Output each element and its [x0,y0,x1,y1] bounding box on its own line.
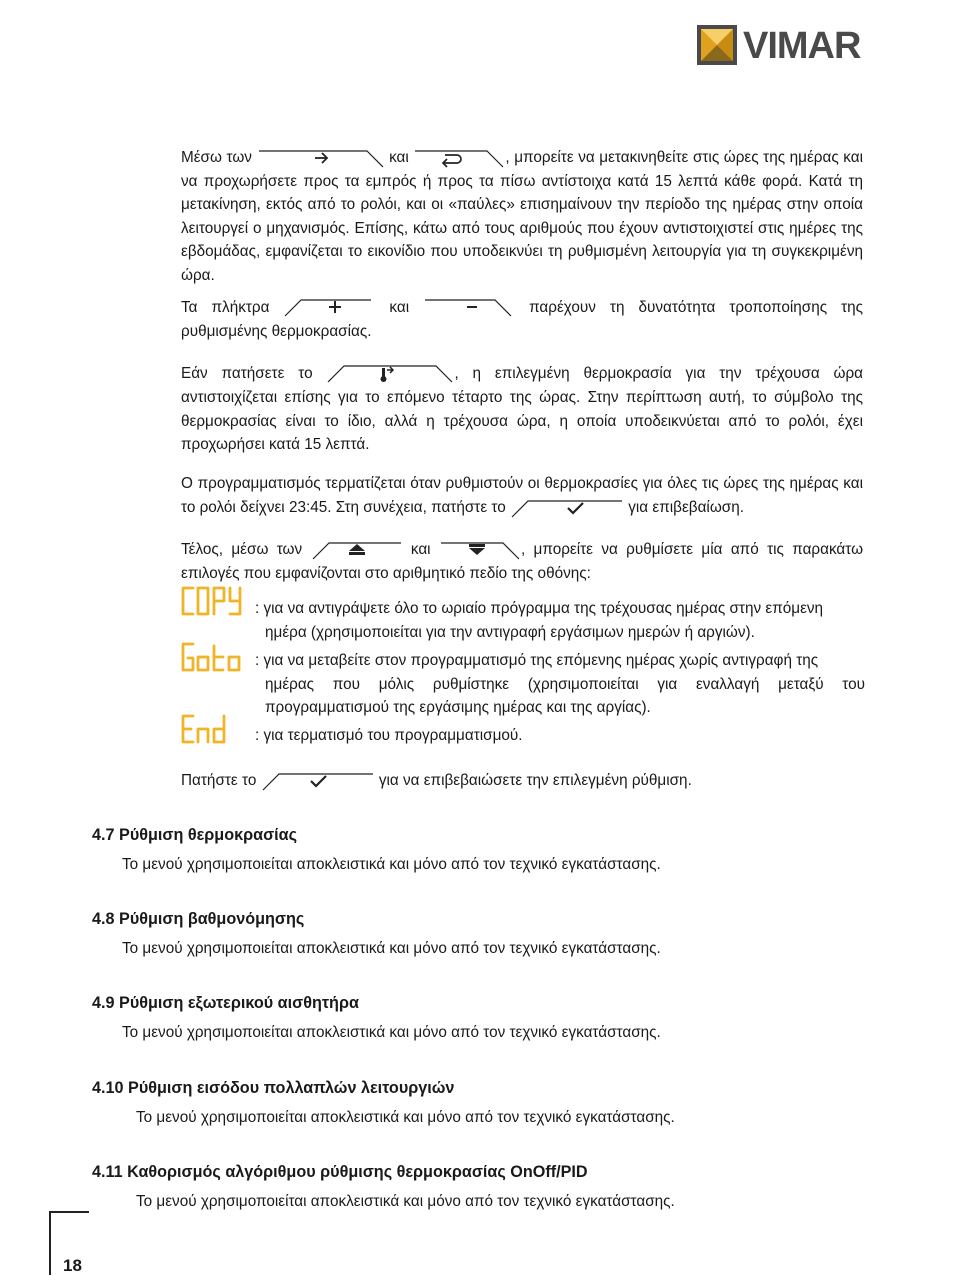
text-fragment: Τα πλήκτρα [181,299,270,317]
option-text-line: : για να αντιγράψετε όλο το ωριαίο πρόγραμμα της τρέχουσας ημέρας στην επόμενη [255,600,824,617]
text-fragment: Πατήστε το [181,772,257,789]
option-text-continuation: ημέρα (χρησιμοποιείται για την αντιγραφή εργάσιμων ημερών ή αργιών). [265,623,755,641]
section-body-4-11: Το μενού χρησιμοποιείται αποκλειστικά και μόνο από τον τεχνικό εγκατάστασης. [136,1193,675,1210]
end-display-icon [181,714,243,744]
text-fragment: και [389,299,410,317]
paragraph-up-down-options [181,538,863,585]
arrow-right-icon [257,147,385,169]
page-number: 18 [63,1256,82,1275]
next-key [257,147,385,169]
vimar-logo-mark-icon [697,25,737,65]
text-fragment: Μέσω των [181,149,252,166]
section-heading-4-11 [92,1163,588,1182]
section-body-4-9: Το μενού χρησιμοποιείται αποκλειστικά και μόνο από τον τεχνικό εγκατάστασης. [122,1024,661,1041]
paragraph-navigate-hours [181,146,863,288]
option-end-description [255,724,865,748]
option-text-line: : για να μεταβείτε στον προγραμματισμό της επόμενης ημέρας χωρίς αντιγραφή της [255,652,819,669]
paragraph-plus-minus [181,296,863,344]
text-fragment: και [410,541,431,558]
section-title: Ρύθμιση βαθμονόμησης [119,910,305,928]
option-text-line: : για τερματισμό του προγραμματισμού. [255,727,523,744]
section-heading-4-8 [92,910,304,929]
triangle-down-icon [439,539,521,561]
goto-display-icon [181,642,243,672]
option-text-continuation: ημέρας που μόλις ρυθμίστηκε (χρησιμοποιείται για εναλλαγή μεταξύ του προγραμματισμού της εργάσιμης ημέρας και της αργίας). [265,675,865,717]
check-icon [510,497,624,519]
section-heading-4-9 [92,994,359,1013]
text-fragment: , μπορείτε να ρυθμίσετε μία από τις παρακάτω επιλογές που εμφανίζονται στο αριθμητικό πεδίο της οθόνης: [181,541,864,582]
section-title: Ρύθμιση εισόδου πολλαπλών λειτουργιών [128,1079,455,1097]
confirm-key [510,497,624,519]
section-number: 4.9 [92,994,115,1012]
option-goto-description [255,649,865,720]
copy-display-icon [181,586,243,616]
section-body-4-7: Το μενού χρησιμοποιείται αποκλειστικά και μόνο από τον τεχνικό εγκατάστασης. [122,856,661,873]
check-icon [261,770,375,792]
minus-icon [423,296,515,320]
paragraph-confirm-selection [181,769,863,793]
text-fragment: παρέχουν τη δυνατότητα τροποποίησης της ρυθμισμένης θερμοκρασίας. [181,299,863,340]
text-fragment: και [389,149,409,166]
footer-rule-vertical [49,1212,51,1275]
thermometer-key [326,362,454,386]
text-fragment: Τέλος, μέσω των [181,541,303,558]
text-fragment: Ο προγραμματισμός τερματίζεται όταν ρυθμιστούν οι θερμοκρασίες για όλες τις ώρες της ημέρας και το ρολόι δείχνει 23:45. Στη συνέχεια, πατήστε το [181,475,863,516]
back-key [413,147,505,169]
section-body-4-10: Το μενού χρησιμοποιείται αποκλειστικά και μόνο από τον τεχνικό εγκατάστασης. [136,1109,675,1126]
paragraph-thermometer-key [181,362,863,457]
footer-rule-horizontal [49,1211,89,1213]
thermometer-arrow-icon [326,362,454,386]
section-heading-4-10 [92,1079,454,1098]
vimar-logo-text: VIMAR [743,25,861,67]
section-number: 4.7 [92,826,115,844]
text-fragment: , μπορείτε να μετακινηθείτε στις ώρες της ημέρας και να προχωρήσετε προς τα εμπρός ή προς τα πίσω αντίστοιχα κατά 15 λεπτά κάθε φορά. Κατά τη μετακίνηση, εκτός από το ρολόι, και οι «παύλες» επισημαίνουν την περίοδο της ημέρας στην οποία λειτουργεί ο μηχανισμός. Επίσης, κάτω από τους αριθμούς που έχουν αντιστοιχιστεί στις ημέρες της εβδομάδας, εμφανίζεται το εικονίδιο που υποδεικνύει τη ρυθμισμένη λειτουργία για τη συγκεκριμένη ώρα. [181,149,864,284]
arrow-return-icon [413,147,505,169]
section-title: Καθορισμός αλγόριθμου ρύθμισης θερμοκρασίας OnOff/PID [127,1163,588,1181]
section-body-4-8: Το μενού χρησιμοποιείται αποκλειστικά και μόνο από τον τεχνικό εγκατάστασης. [122,940,661,957]
text-fragment: , η επιλεγμένη θερμοκρασία για την τρέχουσα ώρα αντιστοιχίζεται επίσης για το επόμενο τέταρτο της ώρας. Στην περίπτωση αυτή, το σύμβολο της θερμοκρασίας είναι το ίδιο, αλλά η τρέχουσα ώρα, η οποία υποδεικνύεται από το ρολόι, έχει προχωρήσει κατά 15 λεπτά. [181,365,864,454]
section-title: Ρύθμιση θερμοκρασίας [119,826,298,844]
plus-icon [283,296,375,320]
text-fragment: για να επιβεβαιώσετε την επιλεγμένη ρύθμιση. [378,772,692,789]
triangle-up-icon [311,539,403,561]
confirm-key-2 [261,770,375,792]
section-number: 4.11 [92,1163,123,1181]
text-fragment: για επιβεβαίωση. [628,498,744,516]
minus-key [423,296,515,320]
plus-key [283,296,375,320]
text-fragment: Εάν πατήσετε το [181,365,313,383]
option-copy-description [255,597,865,644]
section-number: 4.10 [92,1079,124,1097]
down-key [439,539,521,561]
paragraph-programming-end [181,472,863,519]
section-heading-4-7 [92,826,297,845]
up-key [311,539,403,561]
section-number: 4.8 [92,910,115,928]
section-title: Ρύθμιση εξωτερικού αισθητήρα [119,994,359,1012]
